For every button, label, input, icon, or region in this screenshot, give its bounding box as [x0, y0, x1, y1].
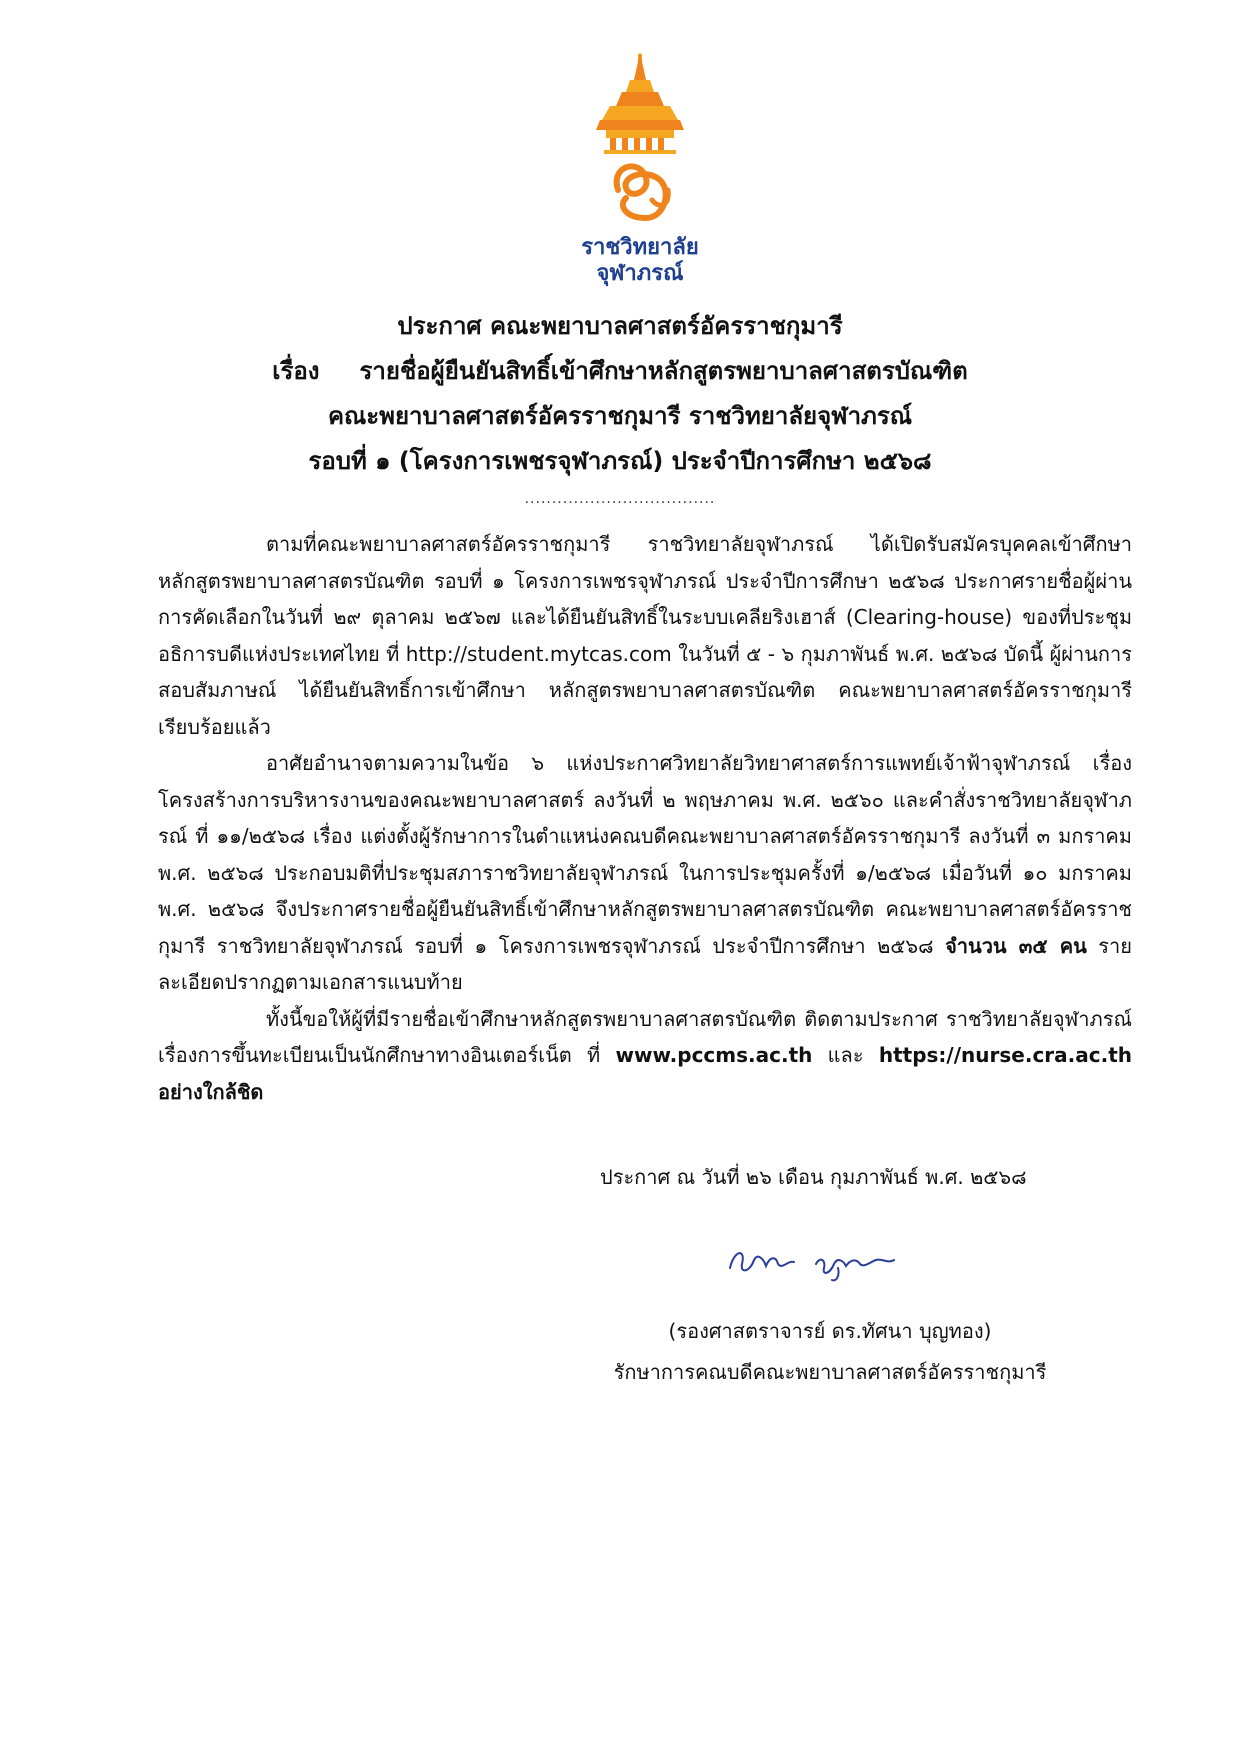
- announcement-title: ประกาศ คณะพยาบาลศาสตร์อัครราชกุมารี: [397, 312, 843, 340]
- signer-name: (รองศาสตราจารย์ ดร.ทัศนา บุญทอง): [668, 1319, 992, 1343]
- body-paragraph-3: [158, 1001, 1132, 1111]
- logo-text-line2: จุฬาภรณ์: [596, 261, 684, 286]
- handwritten-signature: [720, 1230, 920, 1290]
- subject-label: เรื่อง: [272, 357, 320, 385]
- institution-logo: [560, 50, 720, 290]
- body-paragraph-1: ตามที่คณะพยาบาลศาสตร์อัครราชกุมารี ราชวิทยาลัยจุฬาภรณ์ ได้เปิดรับสมัครบุคคลเข้าศึกษาหลักสูตรพยาบาลศาสตรบัณฑิต รอบที่ ๑ โครงการเพชรจุฬาภรณ์ ประจำปีการศึกษา ๒๕๖๘ ประกาศรายชื่อผู้ผ่านการคัดเลือกในวันที่ ๒๙ ตุลาคม ๒๕๖๗ และได้ยืนยันสิทธิ์ในระบบเคลียริงเฮาส์ (Clearing-house) ของที่ประชุมอธิการบดีแห่งประเทศไทย ที่ http://student.mytcas.com ในวันที่ ๕ - ๖ กุมภาพันธ์ พ.ศ. ๒๕๖๘ บัดนี้ ผู้ผ่านการสอบสัมภาษณ์ ได้ยืนยันสิทธิ์การเข้าศึกษา หลักสูตรพยาบาลศาสตรบัณฑิต คณะพยาบาลศาสตร์อัครราชกุมารี เรียบร้อยแล้ว: [158, 532, 1132, 739]
- title-separator: ...................................: [524, 491, 716, 507]
- body-paragraph-2: [158, 745, 1132, 1001]
- announcement-body: [158, 526, 1132, 1110]
- signer-position: รักษาการคณบดีคณะพยาบาลศาสตร์อัครราชกุมารี: [613, 1360, 1047, 1384]
- crown-emblem-icon: [560, 50, 720, 235]
- logo-text-line1: ราชวิทยาลัย: [581, 235, 699, 260]
- announcement-subject: [0, 353, 1240, 389]
- admitted-count: จำนวน ๓๕ คน: [945, 933, 1087, 958]
- announcement-round: รอบที่ ๑ (โครงการเพชรจุฬาภรณ์) ประจำปีการศึกษา ๒๕๖๘: [308, 447, 932, 475]
- nurse-cra-link[interactable]: https://nurse.cra.ac.th: [878, 1043, 1132, 1067]
- paragraph-2-text: อาศัยอำนาจตามความในข้อ ๖ แห่งประกาศวิทยาลัยวิทยาศาสตร์การแพทย์เจ้าฟ้าจุฬาภรณ์ เรื่อง โครงสร้างการบริหารงานของคณะพยาบาลศาสตร์ ลงวันที่ ๒ พฤษภาคม พ.ศ. ๒๕๖๐ และคำสั่งราชวิทยาลัยจุฬาภรณ์ ที่ ๑๑/๒๕๖๘ เรื่อง แต่งตั้งผู้รักษาการในตำแหน่งคณบดีคณะพยาบาลศาสตร์อัครราชกุมารี ลงวันที่ ๓ มกราคม พ.ศ. ๒๕๖๘ ประกอบมติที่ประชุมสภาราชวิทยาลัยจุฬาภรณ์ ในการประชุมครั้งที่ ๑/๒๕๖๘ เมื่อวันที่ ๑๐ มกราคม พ.ศ. ๒๕๖๘ จึงประกาศรายชื่อผู้ยืนยันสิทธิ์เข้าศึกษาหลักสูตรพยาบาลศาสตรบัณฑิต คณะพยาบาลศาสตร์อัครราชกุมารี ราชวิทยาลัยจุฬาภรณ์ รอบที่ ๑ โครงการเพชรจุฬาภรณ์ ประจำปีการศึกษา ๒๕๖๘: [158, 751, 1132, 958]
- paragraph-2-tail: รายละเอียดปรากฏตามเอกสารแนบท้าย: [158, 933, 1132, 994]
- paragraph-3-conjunction: และ: [812, 1043, 879, 1067]
- announcement-date: ประกาศ ณ วันที่ ๒๖ เดือน กุมภาพันธ์ พ.ศ. ๒๕๖๘: [600, 1165, 1027, 1189]
- paragraph-3-text: ทั้งนี้ขอให้ผู้ที่มีรายชื่อเข้าศึกษาหลักสูตรพยาบาลศาสตรบัณฑิต ติดตามประกาศ ราชวิทยาลัยจุฬาภรณ์ เรื่องการขึ้นทะเบียนเป็นนักศึกษาทางอินเตอร์เน็ต ที่: [158, 1006, 1132, 1067]
- announcement-faculty: คณะพยาบาลศาสตร์อัครราชกุมารี ราชวิทยาลัยจุฬาภรณ์: [327, 402, 913, 430]
- paragraph-3-closing: อย่างใกล้ชิด: [158, 1079, 264, 1104]
- pccms-link[interactable]: www.pccms.ac.th: [615, 1043, 813, 1067]
- subject-text: รายชื่อผู้ยืนยันสิทธิ์เข้าศึกษาหลักสูตรพยาบาลศาสตรบัณฑิต: [359, 357, 968, 385]
